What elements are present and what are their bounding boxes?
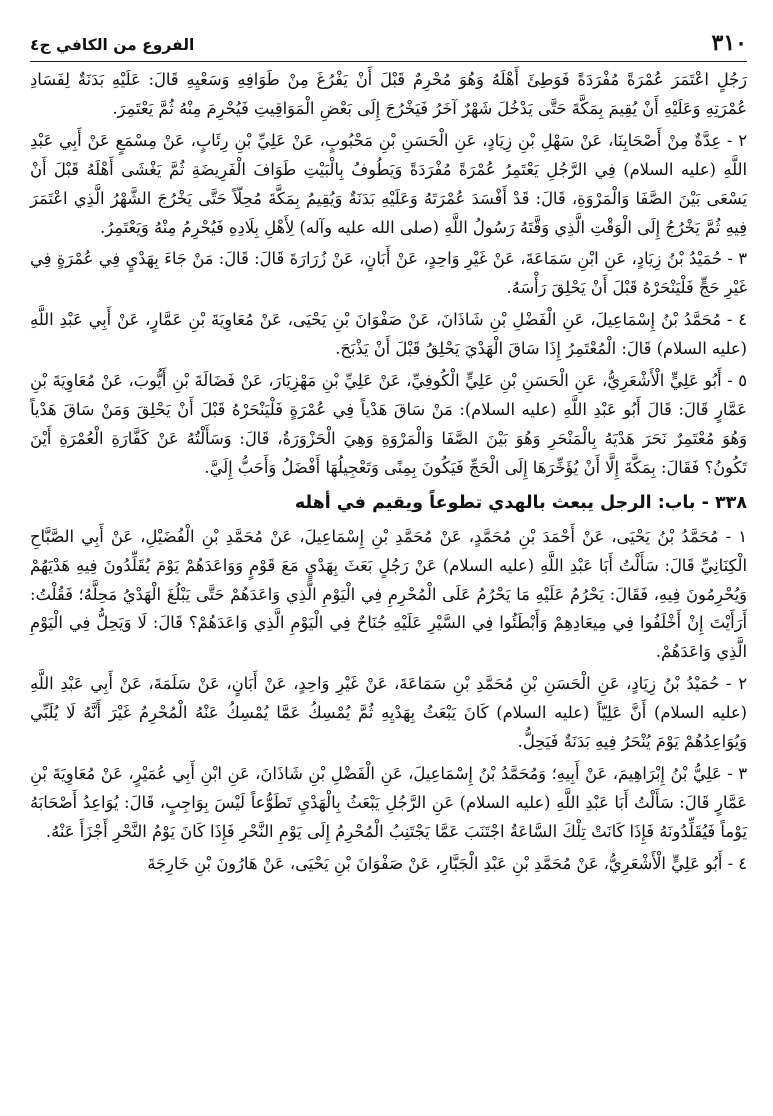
hadith-paragraph: ٣ - عَلِيُّ بْنُ إِبْرَاهِيمَ، عَنْ أَبِيهِ؛ وَمُحَمَّدُ بْنُ إِسْمَاعِيلَ، عَنِ الْفَضْلِ بْنِ شَاذَانَ، عَنِ ابْنِ أَبِي عُمَيْرٍ، عَنْ مُعَاوِيَةَ بْنِ عَمَّارٍ قَالَ: سَأَلْتُ أَبَا عَبْدِ اللَّهِ (عليه السلام) عَنِ الرَّجُلِ يَبْعَثُ بِالْهَدْيِ تَطَوُّعاً لَيْسَ بِوَاجِبٍ، قَالَ: يُوَاعِدُ أَصْحَابَهُ يَوْماً فَيُقَلِّدُونَهُ فَإِذَا كَانَتْ تِلْكَ السَّاعَةُ اجْتَنَبَ عَمَّا يَجْتَنِبُ الْمُحْرِمُ إِلَى يَوْمِ النَّحْرِ فَإِذَا كَانَ يَوْمُ النَّحْرِ أَجْزَأَ عَنْهُ. [30,763,747,841]
chapter-heading: ٣٣٨ - باب: الرجل يبعث بالهدي تطوعاً ويقيم في أهله [294,492,747,513]
running-title: الفروع من الكافي ج٤ [30,36,195,54]
page-body [30,66,747,879]
page-header [30,0,747,62]
page-number: ٣١٠ [711,30,747,56]
hadith-paragraph: رَجُلٍ اعْتَمَرَ عُمْرَةً مُفْرَدَةً فَوَطِئَ أَهْلَهُ وَهُوَ مُحْرِمٌ قَبْلَ أَنْ يَفْرُغَ مِنْ طَوَافِهِ وَسَعْيِهِ قَالَ: عَلَيْهِ بَدَنَةٌ لِفَسَادِ عُمْرَتِهِ وَعَلَيْهِ أَنْ يُقِيمَ بِمَكَّةَ حَتَّى يَدْخُلَ شَهْرٌ آخَرُ فَيَخْرُجَ إِلَى بَعْضِ الْمَوَاقِيتِ فَيُحْرِمَ مِنْهُ ثُمَّ يَعْتَمِرَ. [30,70,747,118]
hadith-paragraph: ٤ - مُحَمَّدُ بْنُ إِسْمَاعِيلَ، عَنِ الْفَضْلِ بْنِ شَاذَانَ، عَنْ صَفْوَانَ بْنِ يَحْيَى، عَنْ مُعَاوِيَةَ بْنِ عَمَّارٍ، عَنْ أَبِي عَبْدِ اللَّهِ (عليه السلام) قَالَ: الْمُعْتَمِرُ إِذَا سَاقَ الْهَدْيَ يَحْلِقُ قَبْلَ أَنْ يَذْبَحَ. [30,310,747,359]
hadith-paragraph: ٣ - حُمَيْدُ بْنُ زِيَادٍ، عَنِ ابْنِ سَمَاعَةَ، عَنْ غَيْرِ وَاحِدٍ، عَنْ أَبَانٍ، عَنْ زُرَارَةَ قَالَ: قَالَ: مَنْ جَاءَ بِهَدْيٍ فِي عُمْرَةٍ فِي غَيْرِ حَجٍّ فَلْيَنْحَرْهُ قَبْلَ أَنْ يَحْلِقَ رَأْسَهُ. [30,249,747,298]
hadith-paragraph: ٤ - أَبُو عَلِيٍّ الْأَشْعَرِيُّ، عَنْ مُحَمَّدِ بْنِ عَبْدِ الْجَبَّارِ، عَنْ صَفْوَانَ بْنِ يَحْيَى، عَنْ هَارُونَ بْنِ خَارِجَةَ [147,853,747,873]
hadith-paragraph: ٢ - حُمَيْدُ بْنُ زِيَادٍ، عَنِ الْحَسَنِ بْنِ مُحَمَّدِ بْنِ سَمَاعَةَ، عَنْ غَيْرِ وَاحِدٍ، عَنْ أَبَانٍ، عَنْ سَلَمَةَ، عَنْ أَبِي عَبْدِ اللَّهِ (عليه السلام) أَنَّ عَلِيّاً (عليه السلام) كَانَ يَبْعَثُ بِهَدْيِهِ ثُمَّ يُمْسِكُ عَمَّا يُمْسِكُ عَنْهُ الْمُحْرِمُ غَيْرَ أَنَّهُ لَا يُلَبِّي وَيُوَاعِدُهُمْ يَوْمَ يُنْحَرُ فِيهِ بَدَنَةٌ فَيَحِلُّ. [30,674,747,752]
hadith-paragraph: ٥ - أَبُو عَلِيٍّ الْأَشْعَرِيُّ، عَنِ الْحَسَنِ بْنِ عَلِيٍّ الْكُوفِيِّ، عَنْ عَلِيِّ بْنِ مَهْزِيَارَ، عَنْ فَضَالَةَ بْنِ أَيُّوبَ، عَنْ مُعَاوِيَةَ بْنِ عَمَّارٍ قَالَ: قَالَ أَبُو عَبْدِ اللَّهِ (عليه السلام): مَنْ سَاقَ هَدْياً فِي عُمْرَةٍ فَلْيَنْحَرْهُ قَبْلَ أَنْ يَحْلِقَ وَمَنْ سَاقَ هَدْياً وَهُوَ مُعْتَمِرٌ نَحَرَ هَدْيَهُ بِالْمَنْحَرِ وَهُوَ بَيْنَ الصَّفَا وَالْمَرْوَةِ وَهِيَ الْحَزْوَرَةُ، قَالَ: وَسَأَلْتُهُ عَنْ كَفَّارَةِ الْعُمْرَةِ أَيْنَ تَكُونُ؟ فَقَالَ: بِمَكَّةَ إِلَّا أَنْ يُؤَخِّرَهَا إِلَى الْحَجِّ فَيَكُونَ بِمِنًى وَتَعْجِيلُهَا أَفْضَلُ وَأَحَبُّ إِلَيَّ. [30,371,747,477]
hadith-paragraph: ٢ - عِدَّةٌ مِنْ أَصْحَابِنَا، عَنْ سَهْلِ بْنِ زِيَادٍ، عَنِ الْحَسَنِ بْنِ مَحْبُوبٍ، عَنْ عَلِيِّ بْنِ رِئَابٍ، عَنْ مِسْمَعٍ عَنْ أَبِي عَبْدِ اللَّهِ (عليه السلام) فِي الرَّجُلِ يَعْتَمِرُ عُمْرَةً مُفْرَدَةً وَيَطُوفُ بِالْبَيْتِ طَوَافَ الْفَرِيضَةِ ثُمَّ يَغْشَى أَهْلَهُ قَبْلَ أَنْ يَسْعَى بَيْنَ الصَّفَا وَالْمَرْوَةِ، قَالَ: قَدْ أَفْسَدَ عُمْرَتَهُ وَعَلَيْهِ بَدَنَةٌ وَيُقِيمُ بِمَكَّةَ مُحِلّاً حَتَّى يَخْرُجَ الشَّهْرُ الَّذِي اعْتَمَرَ فِيهِ ثُمَّ يَخْرُجُ إِلَى الْوَقْتِ الَّذِي وَقَّتَهُ رَسُولُ اللَّهِ (صلى الله عليه وآله) لِأَهْلِ بِلَادِهِ فَيُحْرِمُ مِنْهُ وَيَعْتَمِرُ. [30,130,747,237]
hadith-paragraph: ١ - مُحَمَّدُ بْنُ يَحْيَى، عَنْ أَحْمَدَ بْنِ مُحَمَّدٍ، عَنْ مُحَمَّدِ بْنِ إِسْمَاعِيلَ، عَنْ مُحَمَّدِ بْنِ الْفُضَيْلِ، عَنْ أَبِي الصَّبَّاحِ الْكِنَانِيِّ قَالَ: سَأَلْتُ أَبَا عَبْدِ اللَّهِ (عليه السلام) عَنْ رَجُلٍ بَعَثَ بِهَدْيٍ مَعَ قَوْمٍ وَوَاعَدَهُمْ يَوْمَ يُقَلِّدُونَ فِيهِ هَدْيَهُمْ وَيُحْرِمُونَ فِيهِ، فَقَالَ: يَحْرُمُ عَلَيْهِ مَا يَحْرُمُ عَلَى الْمُحْرِمِ فِي الْيَوْمِ الَّذِي وَاعَدَهُمْ حَتَّى يَبْلُغَ الْهَدْيُ مَحِلَّهُ؛ فَقُلْتُ: أَرَأَيْتَ إِنْ أَخْلَفُوا فِي مِيعَادِهِمْ وَأَبْطَئُوا فِي السَّيْرِ عَلَيْهِ جُنَاحٌ فِي الْيَوْمِ الَّذِي وَاعَدَهُمْ؟ قَالَ: لَا وَيَحِلُّ فِي الْيَوْمِ الَّذِي وَاعَدَهُمْ. [30,526,747,662]
